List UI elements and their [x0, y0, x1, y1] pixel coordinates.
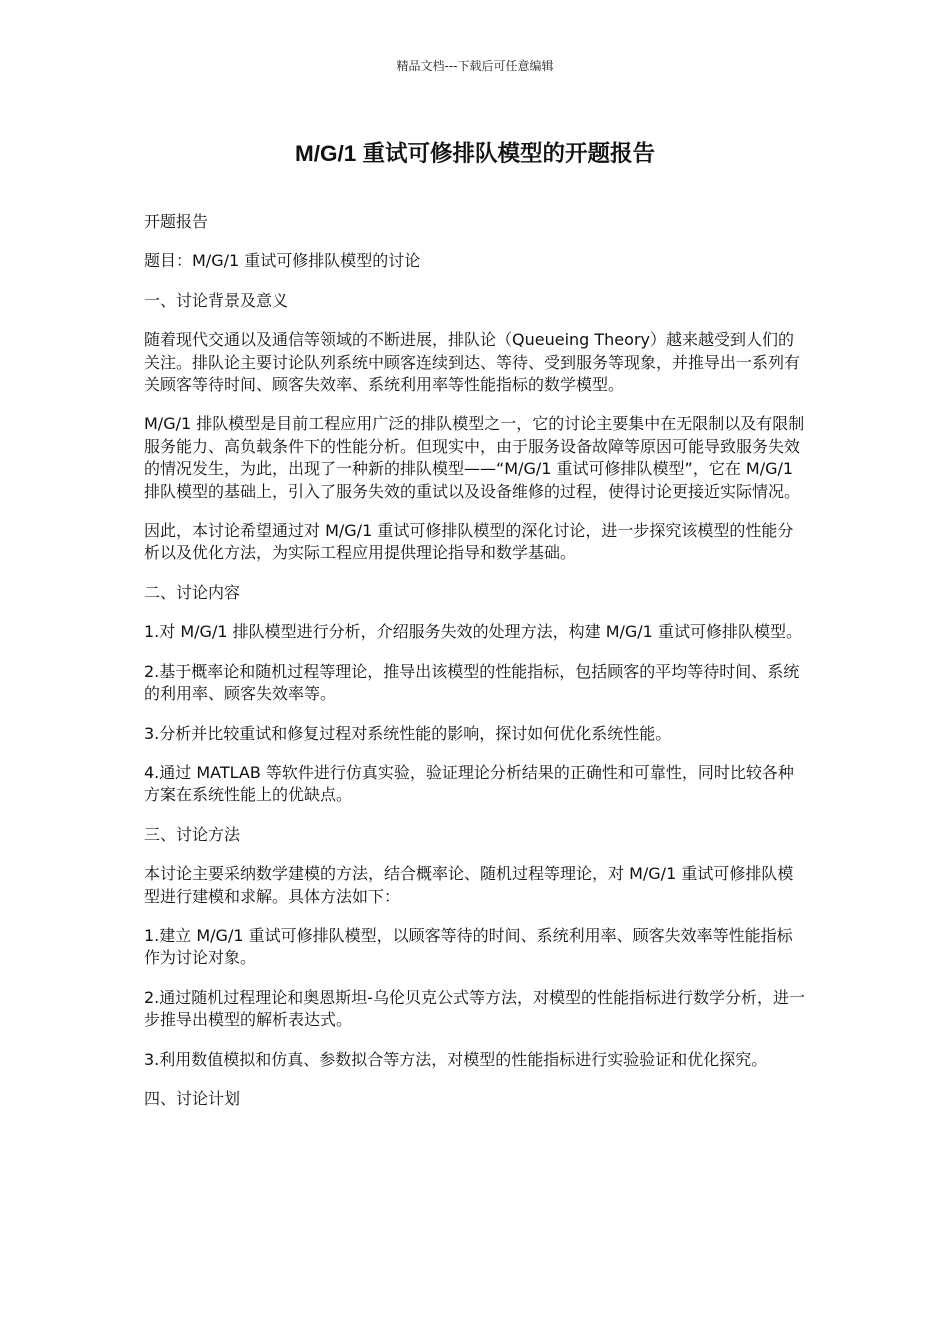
- method-item-2: 2.通过随机过程理论和奥恩斯坦-乌伦贝克公式等方法，对模型的性能指标进行数学分析，进一步推导出模型的解析表达式。: [144, 987, 806, 1030]
- document-title: M/G/1 重试可修排队模型的开题报告: [294, 141, 655, 166]
- paragraph-background-2: M/G/1 排队模型是目前工程应用广泛的排队模型之一，它的讨论主要集中在无限制以及有限制服务能力、高负载条件下的性能分析。但现实中，由于服务设备故障等原因可能导致服务失效的情况发生，为此，出现了一种新的排队模型——“M/G/1 重试可修排队模型”，它在 M/G/1 排队模型的基础上，引入了服务失效的重试以及设备维修的过程，使得讨论更接近实际情况。: [144, 414, 805, 501]
- section-heading-method: 三、讨论方法: [144, 824, 241, 844]
- content-item-2: 2.基于概率论和随机过程等理论，推导出该模型的性能指标，包括顾客的平均等待时间、系统的利用率、顾客失效率等。: [144, 661, 800, 704]
- paragraph-method-intro: 本讨论主要采纳数学建模的方法，结合概率论、随机过程等理论，对 M/G/1 重试可修排队模型进行建模和求解。具体方法如下：: [144, 864, 794, 906]
- section-heading-content: 二、讨论内容: [144, 582, 241, 602]
- content-item-3: 3.分析并比较重试和修复过程对系统性能的影响，探讨如何优化系统性能。: [144, 723, 672, 743]
- content-item-4: 4.通过 MATLAB 等软件进行仿真实验，验证理论分析结果的正确性和可靠性，同时比较各种方案在系统性能上的优缺点。: [144, 762, 794, 805]
- method-item-3: 3.利用数值模拟和仿真、参数拟合等方法，对模型的性能指标进行实验验证和优化探究。: [144, 1049, 768, 1069]
- paragraph-background-1: 随着现代交通以及通信等领域的不断进展，排队论（Queueing Theory）越来越受到人们的关注。排队论主要讨论队列系统中顾客连续到达、等待、受到服务等现象，并推导出一系列有关顾客等待时间、顾客失效率、系统利用率等性能指标的数学模型。: [144, 330, 801, 395]
- section-heading-background: 一、讨论背景及意义: [144, 290, 289, 310]
- paragraph-heading-report: 开题报告: [144, 212, 209, 231]
- paragraph-background-3: 因此，本讨论希望通过对 M/G/1 重试可修排队模型的深化讨论，进一步探究该模型的性能分析以及优化方法，为实际工程应用提供理论指导和数学基础。: [144, 521, 794, 563]
- method-item-1: 1.建立 M/G/1 重试可修排队模型，以顾客等待的时间、系统利用率、顾客失效率等性能指标作为讨论对象。: [144, 925, 793, 968]
- paragraph-topic: 题目：M/G/1 重试可修排队模型的讨论: [144, 251, 421, 271]
- section-heading-plan: 四、讨论计划: [144, 1088, 241, 1108]
- document-body: [144, 211, 808, 1127]
- page-header: 精品文档---下载后可任意编辑: [396, 59, 554, 73]
- content-item-1: 1.对 M/G/1 排队模型进行分析，介绍服务失效的处理方法，构建 M/G/1 重试可修排队模型。: [144, 622, 802, 642]
